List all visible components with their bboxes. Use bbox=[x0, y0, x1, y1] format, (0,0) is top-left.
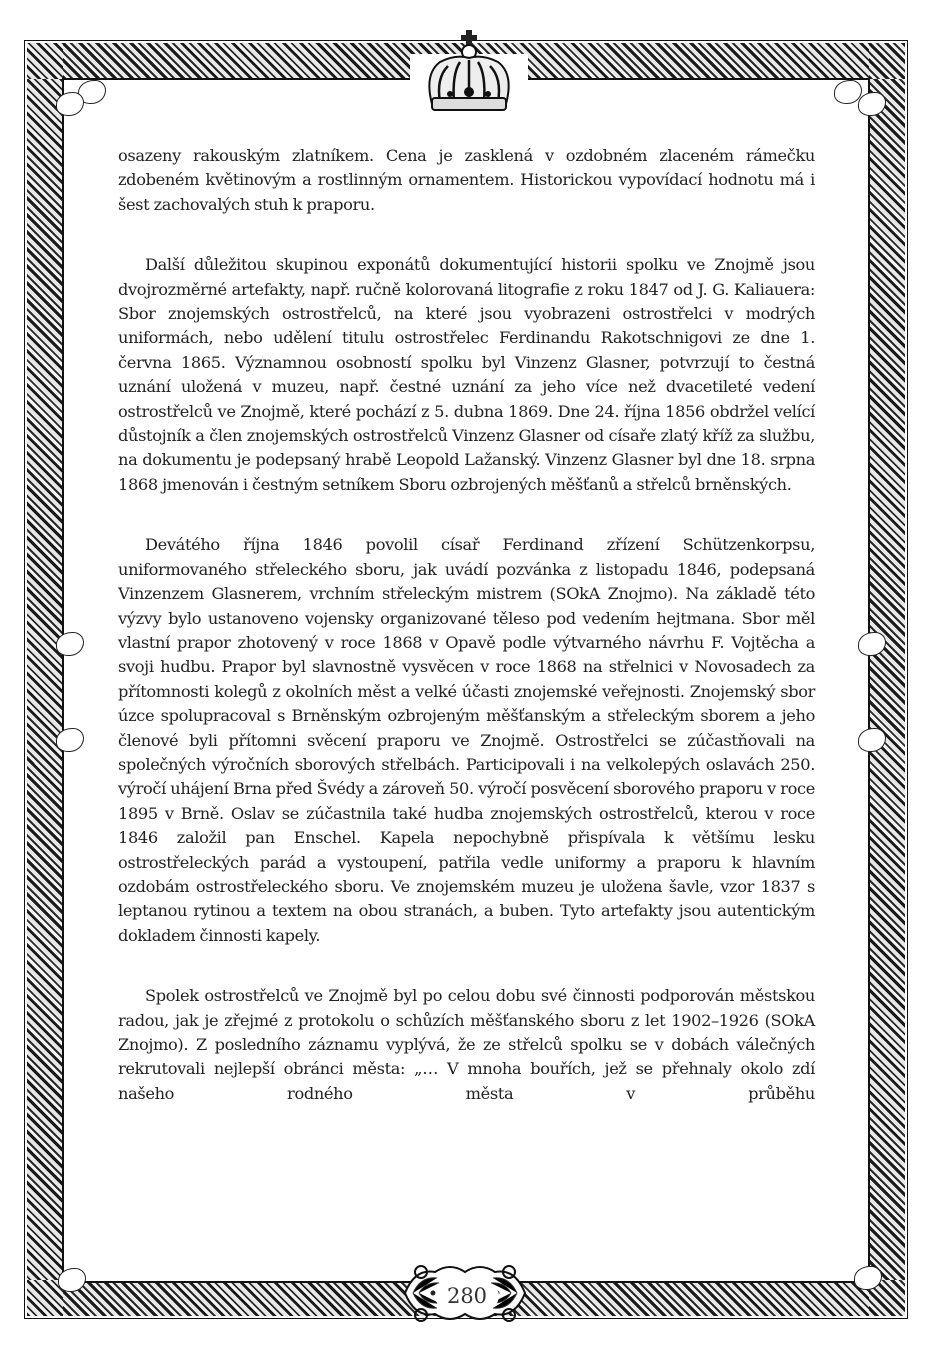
crown-icon bbox=[410, 14, 528, 116]
paragraph: Spolek ostrostřelců ve Znojmě byl po celou dobu své činnosti podporován městskou radou, jak je zřejmé z protokolu o schůzích měšťanského sboru z let 1902–1926 (SOkA Znojmo). Z posledního záznamu vyplývá, že ze střelců spolku se v dobách válečných rekrutovali nejlepší obránci města: „… V mnoha bouřích, jež se přehnaly okolo zdí našeho rodného města v průběhu bbox=[118, 986, 815, 1103]
body-text bbox=[118, 144, 815, 1106]
paragraph: Devátého října 1846 povolil císař Ferdinand zřízení Schützenkorpsu, uniformovaného střeleckého sboru, jak uvádí pozvánka z listopadu 1846, podepsaná Vinzenzem Glasnerem, vrchním střeleckým mistrem (SOkA Znojmo). Na základě této výzvy bylo ustanoveno vojensky organizované těleso pod vedením hejtmana. Sbor měl vlastní prapor zhotovený v roce 1868 v Opavě podle výtvarného návrhu F. Vojtěcha a svoji hudbu. Prapor byl slavnostně vysvěcen v roce 1868 na střelnici v Novosadech za přítomnosti kolegů z okolních měst a velké účasti znojemské veřejnosti. Znojemský sbor úzce spolupracoval s Brněnským ozbrojeným měšťanským a střeleckým sborem a jeho členové byli přítomni svěcení praporu ve Znojmě. Ostrostřelci se zúčastňovali na společných výročních sborových střelbách. Participovali i na velkolepých oslavách 250. výročí uhájení Brna před Švédy a zároveň 50. výročí posvěcení sborového praporu v roce 1895 v Brně. Oslav se zúčastnila také hudba znojemských ostrostřelců, kterou v roce 1846 založil pan Enschel. Kapela nepochybně přispívala k většímu lesku ostrostřeleckých parád a vystoupení, patřila vedle uniformy a praporu k hlavním ozdobám ostrostřeleckého sboru. Ve znojemském muzeu je uložena šavle, vzor 1837 s leptanou rytinou a textem na obou stranách, a buben. Tyto artefakty jsou autentickým dokladem činnosti kapely. bbox=[118, 535, 815, 945]
paragraph: Další důležitou skupinou exponátů dokumentující historii spolku ve Znojmě jsou dvojrozměrné artefakty, např. ručně kolorovaná litografie z roku 1847 od J. G. Kaliauera: Sbor znojemských ostrostřelců, na které jsou vyobrazeni ostrostřelci v modrých uniformách, nebo udělení titulu ostrostřelec Ferdinandu Rakotschnigovi ze dne 1. června 1865. Významnou osobností spolku byl Vinzenz Glasner, potvrzují to čestná uznání uložená v muzeu, např. čestné uznání za jeho více než dvacetileté vedení ostrostřelců ve Znojmě, které pochází z 5. dubna 1869. Dne 24. října 1856 obdržel velící důstojník a člen znojemských ostrostřelců Vinzenz Glasner od císaře zlatý kříž za službu, na dokumentu je podepsaný hrabě Leopold Lažanský. Vinzenz Glasner byl dne 18. srpna 1868 jmenován i čestným setníkem Sboru ozbrojených měšťanů a střelců brněnských. bbox=[118, 255, 815, 494]
paragraph: osazeny rakouským zlatníkem. Cena je zasklená v ozdobném zlaceném rámečku zdobeném květinovým a rostlinným ornamentem. Historickou vypovídací hodnotu má i šest zachovalých stuh k praporu. bbox=[118, 146, 815, 214]
page-number: 280 bbox=[435, 1283, 499, 1309]
